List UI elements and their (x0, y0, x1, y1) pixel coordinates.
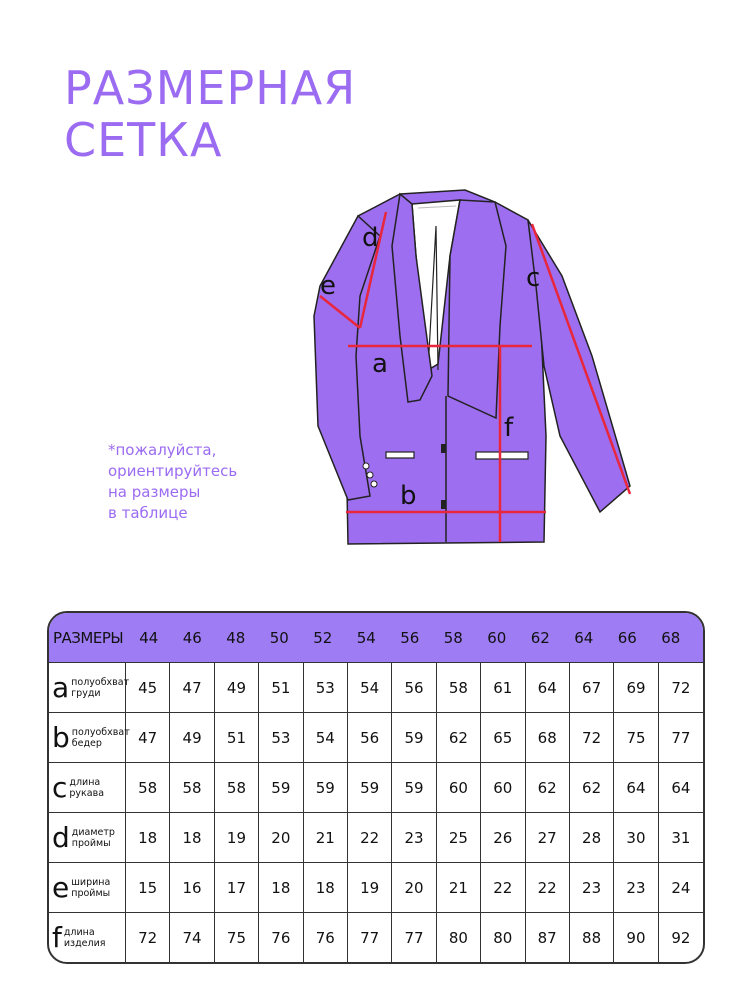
table-cell: 23 (570, 863, 614, 912)
size-header-cell: 58 (443, 628, 463, 647)
table-cell: 58 (437, 663, 481, 712)
row-desc-line: рукава (69, 787, 105, 799)
table-cell: 72 (126, 913, 170, 962)
table-cell: 27 (526, 813, 570, 862)
row-desc-line: бедер (71, 737, 102, 749)
table-cell: 53 (304, 663, 348, 712)
size-table (47, 611, 705, 964)
table-cell: 65 (481, 713, 525, 762)
table-cell: 31 (671, 828, 691, 847)
table-cell: 19 (348, 863, 392, 912)
table-cell: 54 (304, 713, 348, 762)
table-cell: 90 (614, 913, 658, 962)
table-cell: 15 (126, 863, 170, 912)
size-header-cell: 50 (269, 628, 289, 647)
table-cell: 20 (392, 863, 436, 912)
row-desc-line: проймы (71, 887, 111, 899)
row-label (49, 713, 130, 762)
size-header-cell: 62 (530, 628, 550, 647)
row-letter: b (52, 720, 70, 754)
table-row (49, 662, 703, 712)
table-cell: 28 (570, 813, 614, 862)
note-line-2: ориентируйтесь (108, 462, 238, 480)
table-cell: 49 (170, 713, 214, 762)
table-cell: 60 (437, 763, 481, 812)
row-desc-line: полуобхват (71, 676, 130, 688)
table-cell: 69 (614, 663, 658, 712)
table-cell: 26 (481, 813, 525, 862)
row-letter: e (52, 870, 70, 904)
table-cell: 75 (215, 913, 259, 962)
table-cell: 62 (526, 763, 570, 812)
row-desc-line: груди (71, 687, 101, 699)
size-header-cell: 52 (313, 628, 333, 647)
row-label (49, 663, 130, 712)
row-description (72, 827, 115, 849)
table-cell: 17 (215, 863, 259, 912)
table-cell: 77 (348, 913, 392, 962)
table-cell: 59 (392, 713, 436, 762)
table-cell: 23 (392, 813, 436, 862)
table-cell: 77 (392, 913, 436, 962)
row-label (49, 863, 126, 912)
table-cell: 18 (126, 813, 170, 862)
row-label (49, 913, 126, 962)
label-d: d (362, 223, 379, 253)
table-cell: 76 (304, 913, 348, 962)
table-cell: 20 (259, 813, 303, 862)
table-cell: 61 (481, 663, 525, 712)
table-cell: 25 (437, 813, 481, 862)
label-b: b (400, 481, 417, 511)
table-cell: 75 (614, 713, 658, 762)
row-letter: c (52, 770, 68, 804)
size-header-cell: 54 (356, 628, 376, 647)
table-cell: 72 (671, 678, 691, 697)
row-desc-line: изделия (63, 937, 106, 949)
jacket-svg (300, 186, 640, 548)
row-desc-line: ширина (71, 876, 111, 888)
label-f: f (504, 413, 514, 443)
table-cell: 59 (348, 763, 392, 812)
table-cell: 56 (392, 663, 436, 712)
table-cell: 64 (614, 763, 658, 812)
table-cell: 67 (570, 663, 614, 712)
page-title (64, 62, 356, 166)
table-cell: 30 (614, 813, 658, 862)
label-e: e (320, 271, 336, 301)
table-cell: 74 (170, 913, 214, 962)
table-cell: 62 (437, 713, 481, 762)
row-desc-line: проймы (71, 837, 111, 849)
table-cell: 64 (671, 778, 691, 797)
table-cell: 51 (259, 663, 303, 712)
row-desc-line: длина (63, 926, 95, 938)
row-label (49, 813, 126, 862)
jacket-illustration (300, 186, 640, 548)
table-cell: 49 (215, 663, 259, 712)
table-row (49, 812, 703, 862)
table-cell: 58 (126, 763, 170, 812)
size-header-cell: 64 (574, 628, 594, 647)
table-cell: 18 (259, 863, 303, 912)
table-cell: 88 (570, 913, 614, 962)
row-desc-line: длина (69, 776, 101, 788)
table-cell: 24 (671, 878, 691, 897)
table-cell: 54 (348, 663, 392, 712)
table-cell: 22 (348, 813, 392, 862)
size-header-cell: 68 (661, 628, 681, 647)
table-cell: 59 (392, 763, 436, 812)
measurement-rows (49, 662, 703, 962)
table-row (49, 762, 703, 812)
size-header-row (49, 613, 703, 662)
table-cell: 47 (170, 663, 214, 712)
sizes-header-label: РАЗМЕРЫ (53, 628, 124, 647)
row-description (71, 877, 110, 899)
table-cell: 60 (481, 763, 525, 812)
note-line-3: на размеры (108, 483, 201, 501)
label-c: c (526, 263, 541, 293)
table-cell: 21 (304, 813, 348, 862)
table-row (49, 862, 703, 912)
row-description (71, 677, 129, 699)
table-cell: 53 (259, 713, 303, 762)
row-letter: f (52, 920, 62, 954)
size-header-cell: 44 (139, 628, 159, 647)
table-cell: 18 (304, 863, 348, 912)
size-header-cell: 66 (617, 628, 637, 647)
table-cell: 58 (215, 763, 259, 812)
table-cell: 16 (170, 863, 214, 912)
table-cell: 18 (170, 813, 214, 862)
table-row (49, 712, 703, 762)
size-header-cell: 56 (400, 628, 420, 647)
table-cell: 19 (215, 813, 259, 862)
table-cell: 21 (437, 863, 481, 912)
title-line-1: РАЗМЕРНАЯ (64, 61, 357, 115)
table-cell: 59 (304, 763, 348, 812)
table-cell: 59 (259, 763, 303, 812)
table-cell: 58 (170, 763, 214, 812)
table-cell: 76 (259, 913, 303, 962)
table-cell: 22 (481, 863, 525, 912)
table-cell: 22 (526, 863, 570, 912)
title-line-2: СЕТКА (64, 113, 223, 167)
table-cell: 72 (570, 713, 614, 762)
table-cell: 77 (671, 728, 691, 747)
table-cell: 92 (671, 928, 691, 947)
table-cell: 80 (481, 913, 525, 962)
table-cell: 23 (614, 863, 658, 912)
table-cell: 80 (437, 913, 481, 962)
row-description (69, 777, 104, 799)
size-header-cell: 46 (182, 628, 202, 647)
size-note (108, 440, 237, 524)
row-description (72, 727, 130, 749)
note-line-4: в таблице (108, 504, 188, 522)
table-cell: 64 (526, 663, 570, 712)
table-cell: 47 (126, 713, 170, 762)
table-cell: 51 (215, 713, 259, 762)
table-cell: 45 (126, 663, 170, 712)
row-desc-line: диаметр (71, 826, 115, 838)
size-header-cell: 48 (226, 628, 246, 647)
row-description (64, 927, 106, 949)
row-desc-line: полуобхват (71, 726, 130, 738)
row-letter: a (52, 670, 70, 704)
table-cell: 68 (526, 713, 570, 762)
table-row (49, 912, 703, 962)
table-cell: 56 (348, 713, 392, 762)
label-a: a (372, 349, 388, 379)
table-cell: 87 (526, 913, 570, 962)
table-cell: 62 (570, 763, 614, 812)
size-header-cell: 60 (487, 628, 507, 647)
note-line-1: *пожалуйста, (108, 441, 217, 459)
row-label (49, 763, 126, 812)
row-letter: d (52, 820, 70, 854)
